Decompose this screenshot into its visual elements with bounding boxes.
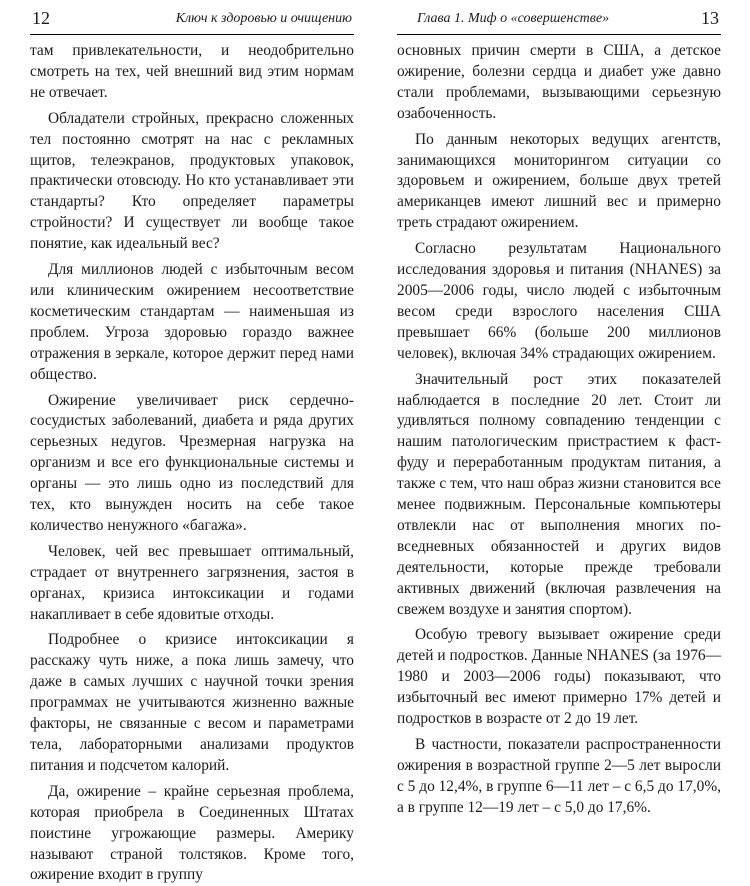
left-page-header [30,0,354,35]
paragraph: В частности, показатели распространенности ожирения в возрастной группе 2—5 лет выросли с 5 до 12,4%, в группе 6—11 лет – с 6,5 до 17,0%, а в группе 12—19 лет – с 5,0 до 17,6%. [397,736,721,816]
left-page-body [30,41,354,886]
paragraph: По данным некоторых ведущих агентств, занимающихся мониторингом ситуации со здоровьем и ожирением, больше двух третей американцев имеют лишний вес и примерно треть страдают ожирением. [397,130,721,232]
paragraph: основных причин смерти в США, а детское ожирение, болезни сердца и диабет уже давно стали проблемами, вызывающими серьезную озабоченность. [397,42,721,122]
paragraph: Да, ожирение – крайне серьезная проблема, которая приобрела в Соединенных Штатах поистине угрожающие размеры. Америку называют страной толстяков. Кроме того, ожирение входит в группу [30,782,354,884]
right-page-number: 13 [701,8,719,28]
paragraph: Для миллионов людей с избыточным весом или клиническим ожирением несоответствие косметическим стандартам — наименьшая из проблем. Угроза здоровью гораздо важнее отражения в зеркале, которое держит перед нами общество. [30,261,354,383]
paragraph: Подробнее о кризисе интоксикации я расскажу чуть ниже, а пока лишь замечу, что даже в самых лучших с научной точки зрения программах не учитываются жизненно важные факторы, не связанные с весом и параметрами тела, лабораторными анализами продуктов питания и подсчетом калорий. [30,631,354,774]
left-running-head: Ключ к здоровью и очищению [175,11,352,26]
paragraph: Согласно результатам Национального исследования здоровья и питания (NHANES) за 2005—2006 годы, число людей с избыточным весом среди взрослого населения США превышает 66% (больше 200 миллионов человек), включая 34% страдающих ожирением. [397,240,721,362]
paragraph: Особую тревогу вызывает ожирение среди детей и подростков. Данные NHANES (за 1976—1980 и 2003—2006 годы) показывают, что избыточный вес имеют примерно 17% детей и подростков в возрасте от 2 до 19 лет. [397,626,721,728]
right-page-header [397,0,721,35]
paragraph: Человек, чей вес превышает оптимальный, страдает от внутреннего загрязнения, застоя в органах, кризиса интоксикации и годами накапливает в себе ядовитые отходы. [30,542,354,623]
left-page [30,0,354,884]
paragraph: Обладатели стройных, прекрасно сложенных тел постоянно смотрят на нас с рекламных щитов, телеэкранов, продуктовых упаковок, практически отовсюду. Но кто устанавливает эти стандарты? Кто определяет параметры стройности? И существует ли вообще такое понятие, как идеальный вес? [30,109,354,253]
paragraph: там привлекательности, и неодобрительно смотреть на тех, чей внешний вид этим нормам не отвечает. [30,42,354,101]
right-running-head: Глава 1. Миф о «совершенстве» [417,11,610,26]
left-page-number: 12 [32,8,50,28]
paragraph: Значительный рост этих показателей наблюдается в последние 20 лет. Стоит ли удивляться полному совпадению тенденции с нашим патологическим пристрастием к фаст-фуду и переработанным продуктам питания, а также с тем, что наш образ жизни становится все менее подвижным. Персональные компьютеры отвлекли нас от выполнения многих повседневных обязанностей и других видов деятельности, которые прежде требовали активных движений (включая развлечения на свежем воздухе и занятия спортом). [397,370,721,618]
right-page [397,0,721,816]
right-page-body [397,41,721,819]
paragraph: Ожирение увеличивает риск сердечно-сосудистых заболеваний, диабета и ряда других серьезных недугов. Чрезмерная нагрузка на организм и все его функциональные системы и органы — это лишь одно из последствий для тех, кто вынужден носить на себе такое количество ненужного «багажа». [30,391,354,534]
